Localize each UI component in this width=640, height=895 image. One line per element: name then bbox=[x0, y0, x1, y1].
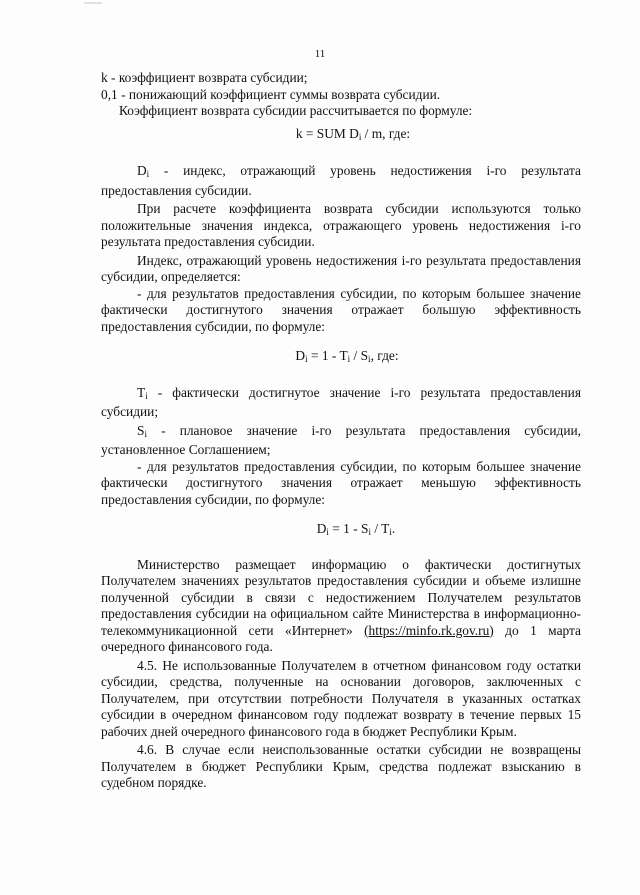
ti-definition bbox=[101, 385, 581, 421]
formula2-sub-1: i bbox=[305, 354, 308, 364]
formula-k-tail: / m, где: bbox=[361, 125, 411, 141]
ministry-tail: до 1 марта очередного финансового года. bbox=[101, 622, 581, 654]
formula3-sub-3: i bbox=[389, 527, 392, 537]
di-definition bbox=[101, 163, 581, 199]
scan-artifact bbox=[84, 2, 102, 4]
item-4-5: 4.5. Не использованные Получателем в отчетном финансовом году остатки субсидии, средства, полученные на основании договоров, заключенных с Получателем, при отсутствии потребности Получателя в указанных остатках субсидии в очередном финансовом году подлежат возврату в течение первых 15 рабочих дней очередного финансового года в бюджет Республики Крым. bbox=[101, 657, 581, 739]
ti-symbol: T bbox=[137, 384, 146, 400]
k-definition: k - коэффициент возврата субсидии; bbox=[101, 70, 308, 85]
reduce-coefficient-definition: 0,1 - понижающий коэффициент суммы возврата субсидии. bbox=[101, 86, 441, 102]
ti-subscript: i bbox=[145, 390, 148, 401]
si-subscript: i bbox=[144, 428, 147, 439]
formula2-sub-2: i bbox=[347, 354, 351, 364]
ministry-paragraph bbox=[101, 557, 581, 656]
formula2-sub-3: i bbox=[368, 354, 371, 364]
ti-text: - фактически достигнутое значение i-го результата предоставления субсидии; bbox=[101, 384, 581, 419]
si-definition bbox=[101, 423, 581, 459]
formula-di-1 bbox=[101, 348, 581, 368]
formula2-t: = 1 - T bbox=[307, 348, 348, 363]
bigger-worse-paragraph: - для результатов предоставления субсидии, по которым большее значение фактически достигнутого значения отражает меньшую эффективность предоставления субсидии, по формуле: bbox=[101, 458, 581, 507]
formula3-sub-1: i bbox=[326, 527, 329, 537]
formula2-s: / S bbox=[350, 348, 369, 363]
positive-values-paragraph: При расчете коэффициента возврата субсидии используются только положительные значения индекса, отражающего уровень недостижения i-го результата предоставления субсидии. bbox=[101, 201, 581, 249]
index-definition-paragraph: Индекс, отражающий уровень недостижения i-го результата предоставления субсидии, определяется: bbox=[101, 252, 581, 284]
formula2-tail: , где: bbox=[370, 348, 399, 363]
formula-k-main: k = SUM D bbox=[295, 125, 359, 141]
k-formula-intro: Коэффициент возврата субсидии рассчитывается по формуле: bbox=[119, 103, 473, 118]
si-text: - плановое значение i-го результата предоставления субсидии, установленное Соглашением; bbox=[101, 422, 581, 457]
ministry-text: Министерство размещает информацию о фактически достигнутых Получателем значениях результатов предоставления субсидии и объеме излишне полученной субсидии в связи с недостижением Получателем результатов предоставления субсидии на официальном сайте Министерства в информационно-телекоммуникационной сети «Интернет» bbox=[101, 556, 581, 638]
formula2-d: D bbox=[295, 348, 306, 363]
di-text: - индекс, отражающий уровень недостижения i-го результата предоставления субсидии. bbox=[101, 163, 581, 198]
di-symbol: D bbox=[137, 163, 147, 178]
page-number: 11 bbox=[314, 48, 326, 60]
formula3-t: / T bbox=[371, 521, 390, 536]
bigger-better-paragraph: - для результатов предоставления субсидии, по которым большее значение фактически достигнутого значения отражает большую эффективность предоставления субсидии, по формуле: bbox=[101, 285, 581, 334]
formula-k bbox=[101, 126, 581, 146]
formula3-s: = 1 - S bbox=[328, 521, 369, 536]
formula3-d: D bbox=[316, 521, 327, 536]
formula-di-2 bbox=[101, 521, 581, 541]
ministry-website-link[interactable]: (https://minfo.rk.gov.ru) bbox=[364, 622, 494, 638]
formula3-tail: . bbox=[391, 521, 396, 536]
formula-k-subscript: i bbox=[358, 131, 362, 142]
si-symbol: S bbox=[137, 422, 145, 438]
formula3-sub-2: i bbox=[368, 527, 371, 537]
item-4-6: 4.6. В случае если неиспользованные остатки субсидии не возвращены Получателем в бюджет Республики Крым, средства подлежат взысканию в судебном порядке. bbox=[101, 742, 581, 790]
document-body bbox=[101, 70, 581, 792]
di-subscript: i bbox=[146, 169, 150, 179]
